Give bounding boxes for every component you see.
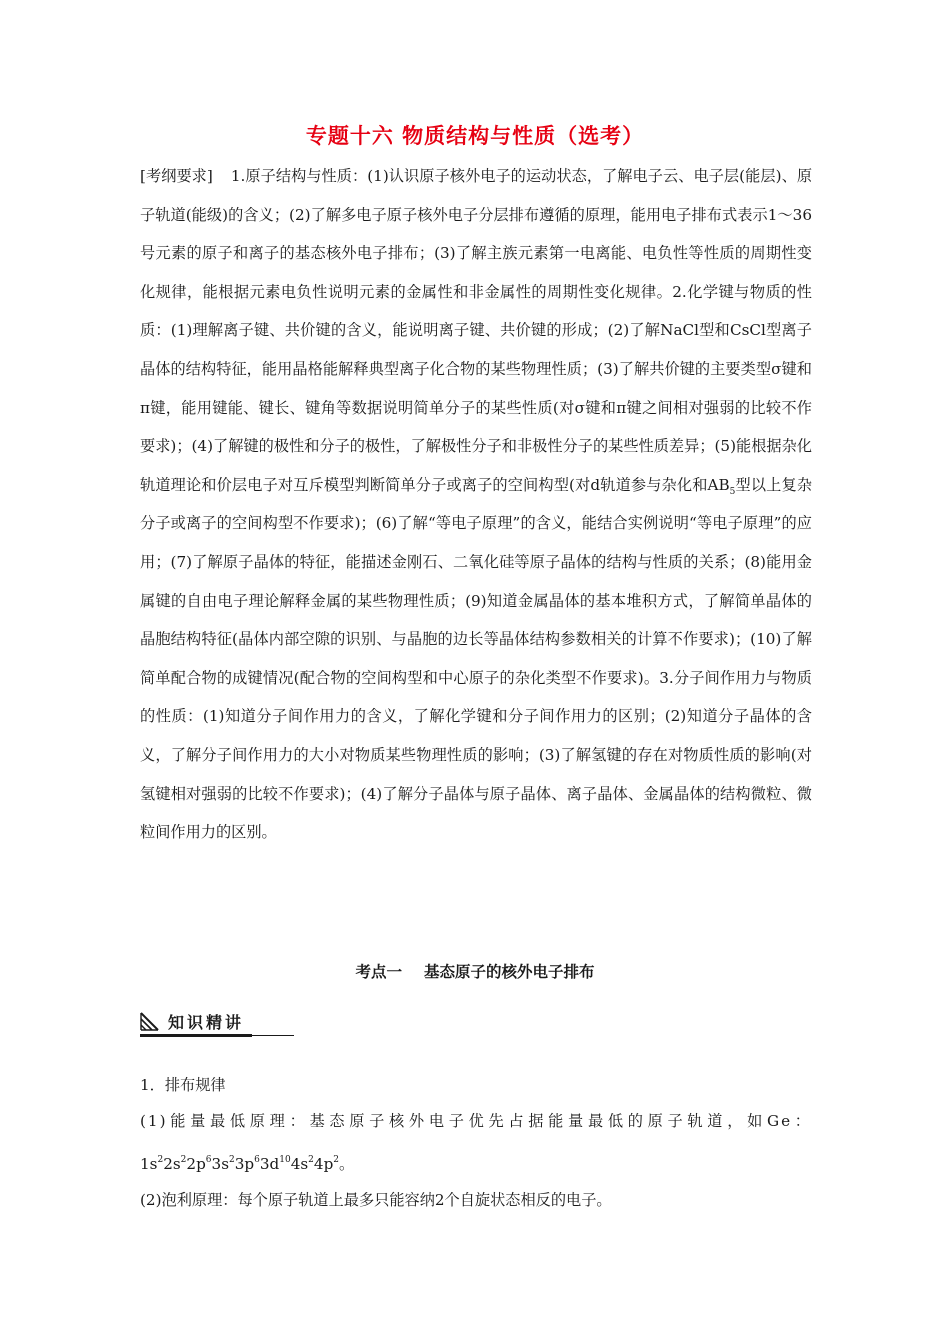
orbital-term: 1s bbox=[140, 1155, 158, 1173]
banner-label: 知识精讲 bbox=[168, 1013, 245, 1032]
requirements-label: [考纲要求] bbox=[140, 167, 213, 185]
orbital-term: 3d bbox=[259, 1155, 280, 1173]
requirements-text-part2: 型以上复杂分子或离子的空间构型不作要求)；(6)了解“等电子原理”的含义，能结合实例说明“等电子原理”的应用；(7)了解原子晶体的特征，能描述金刚石、二氧化硅等原子晶体的结构与性质的关系；(8)能用金属键的自由电子理论解释金属的某些物理性质；(9)知道金属晶体的基本堆积方式，了解简单晶体的晶胞结构特征(晶体内部空隙的识别、与晶胞的边长等晶体结构参数相关的计算不作要求)；(10)了解简单配合物的成键情况(配合物的空间构型和中心原子的杂化类型不作要求)。3.分子间作用力与物质的性质：(1)知道分子间作用力的含义，了解化学键和分子间作用力的区别；(2)知道分子晶体的含义，了解分子间作用力的大小对物质某些物理性质的影响；(3)了解氢键的存在对物质性质的影响(对氢键相对强弱的比较不作要求)；(4)了解分子晶体与原子晶体、离子晶体、金属晶体的结构微粒、微粒间作用力的区别。 bbox=[140, 475, 813, 842]
orbital-electron-count: 2 bbox=[308, 1154, 314, 1165]
orbital-electron-count: 2 bbox=[180, 1154, 187, 1165]
orbital-term: 2p bbox=[186, 1155, 206, 1173]
orbital-electron-count: 10 bbox=[279, 1154, 291, 1165]
requirements-text-part1: 1.原子结构与性质：(1)认识原子核外电子的运动状态，了解电子云、电子层(能层)、原子轨道(能级)的含义；(2)了解多电子原子核外电子分层排布遵循的原理，能用电子排布式表示1～36号元素的原子和离子的基态核外电子排布；(3)了解主族元素第一电离能、电负性等性质的周期性变化规律，能根据元素电负性说明元素的金属性和非金属性的周期性变化规律。2.化学键与物质的性质：(1)理解离子键、共价键的含义，能说明离子键、共价键的形成；(2)了解NaCl型和CsCl型离子晶体的结构特征，能用晶格能解释典型离子化合物的某些物理性质；(3)了解共价键的主要类型σ键和π键，能用键能、键长、键角等数据说明简单分子的某些性质(对σ键和π键之间相对强弱的比较不作要求)；(4)了解键的极性和分子的极性，了解极性分子和非极性分子的某些性质差异；(5)能根据杂化轨道理论和价层电子对互斥模型判断简单分子或离子的空间构型(对d轨道参与杂化和AB bbox=[140, 167, 813, 494]
banner-underline-tail bbox=[252, 1035, 294, 1036]
orbital-term: 2s bbox=[163, 1155, 181, 1173]
banner-underline bbox=[140, 1034, 252, 1037]
configuration-end: 。 bbox=[339, 1155, 355, 1173]
orbital-electron-count: 2 bbox=[333, 1154, 340, 1165]
orbital-term: 4s bbox=[290, 1155, 309, 1173]
diagonal-lines-icon bbox=[140, 1012, 159, 1031]
list-item-pauli-principle: (2)泡利原理：每个原子轨道上最多只能容纳2个自旋状态相反的电子。 bbox=[140, 1191, 612, 1209]
syllabus-requirements bbox=[140, 157, 812, 852]
orbital-term: 4p bbox=[313, 1155, 334, 1173]
electron-configuration-terms bbox=[140, 1155, 339, 1173]
section-title: 基态原子的核外电子排布 bbox=[424, 963, 595, 981]
subscript-5: 5 bbox=[729, 486, 736, 497]
page-title: 专题十六 物质结构与性质（选考） bbox=[305, 124, 645, 148]
orbital-term: 3s bbox=[211, 1155, 229, 1173]
orbital-electron-count: 2 bbox=[157, 1154, 164, 1165]
section-heading bbox=[0, 960, 950, 982]
list-item-arrangement-rules: 1．排布规律 bbox=[140, 1076, 226, 1094]
orbital-term: 3p bbox=[234, 1155, 255, 1173]
orbital-electron-count: 6 bbox=[205, 1154, 212, 1165]
electron-configuration bbox=[140, 1152, 812, 1176]
knowledge-banner bbox=[140, 1008, 294, 1038]
orbital-electron-count: 6 bbox=[254, 1154, 260, 1165]
orbital-electron-count: 2 bbox=[229, 1154, 235, 1165]
section-number: 考点一 bbox=[355, 963, 402, 981]
list-item-lowest-energy-principle: (1)能量最低原理：基态原子核外电子优先占据能量最低的原子轨道，如Ge： bbox=[140, 1112, 812, 1130]
